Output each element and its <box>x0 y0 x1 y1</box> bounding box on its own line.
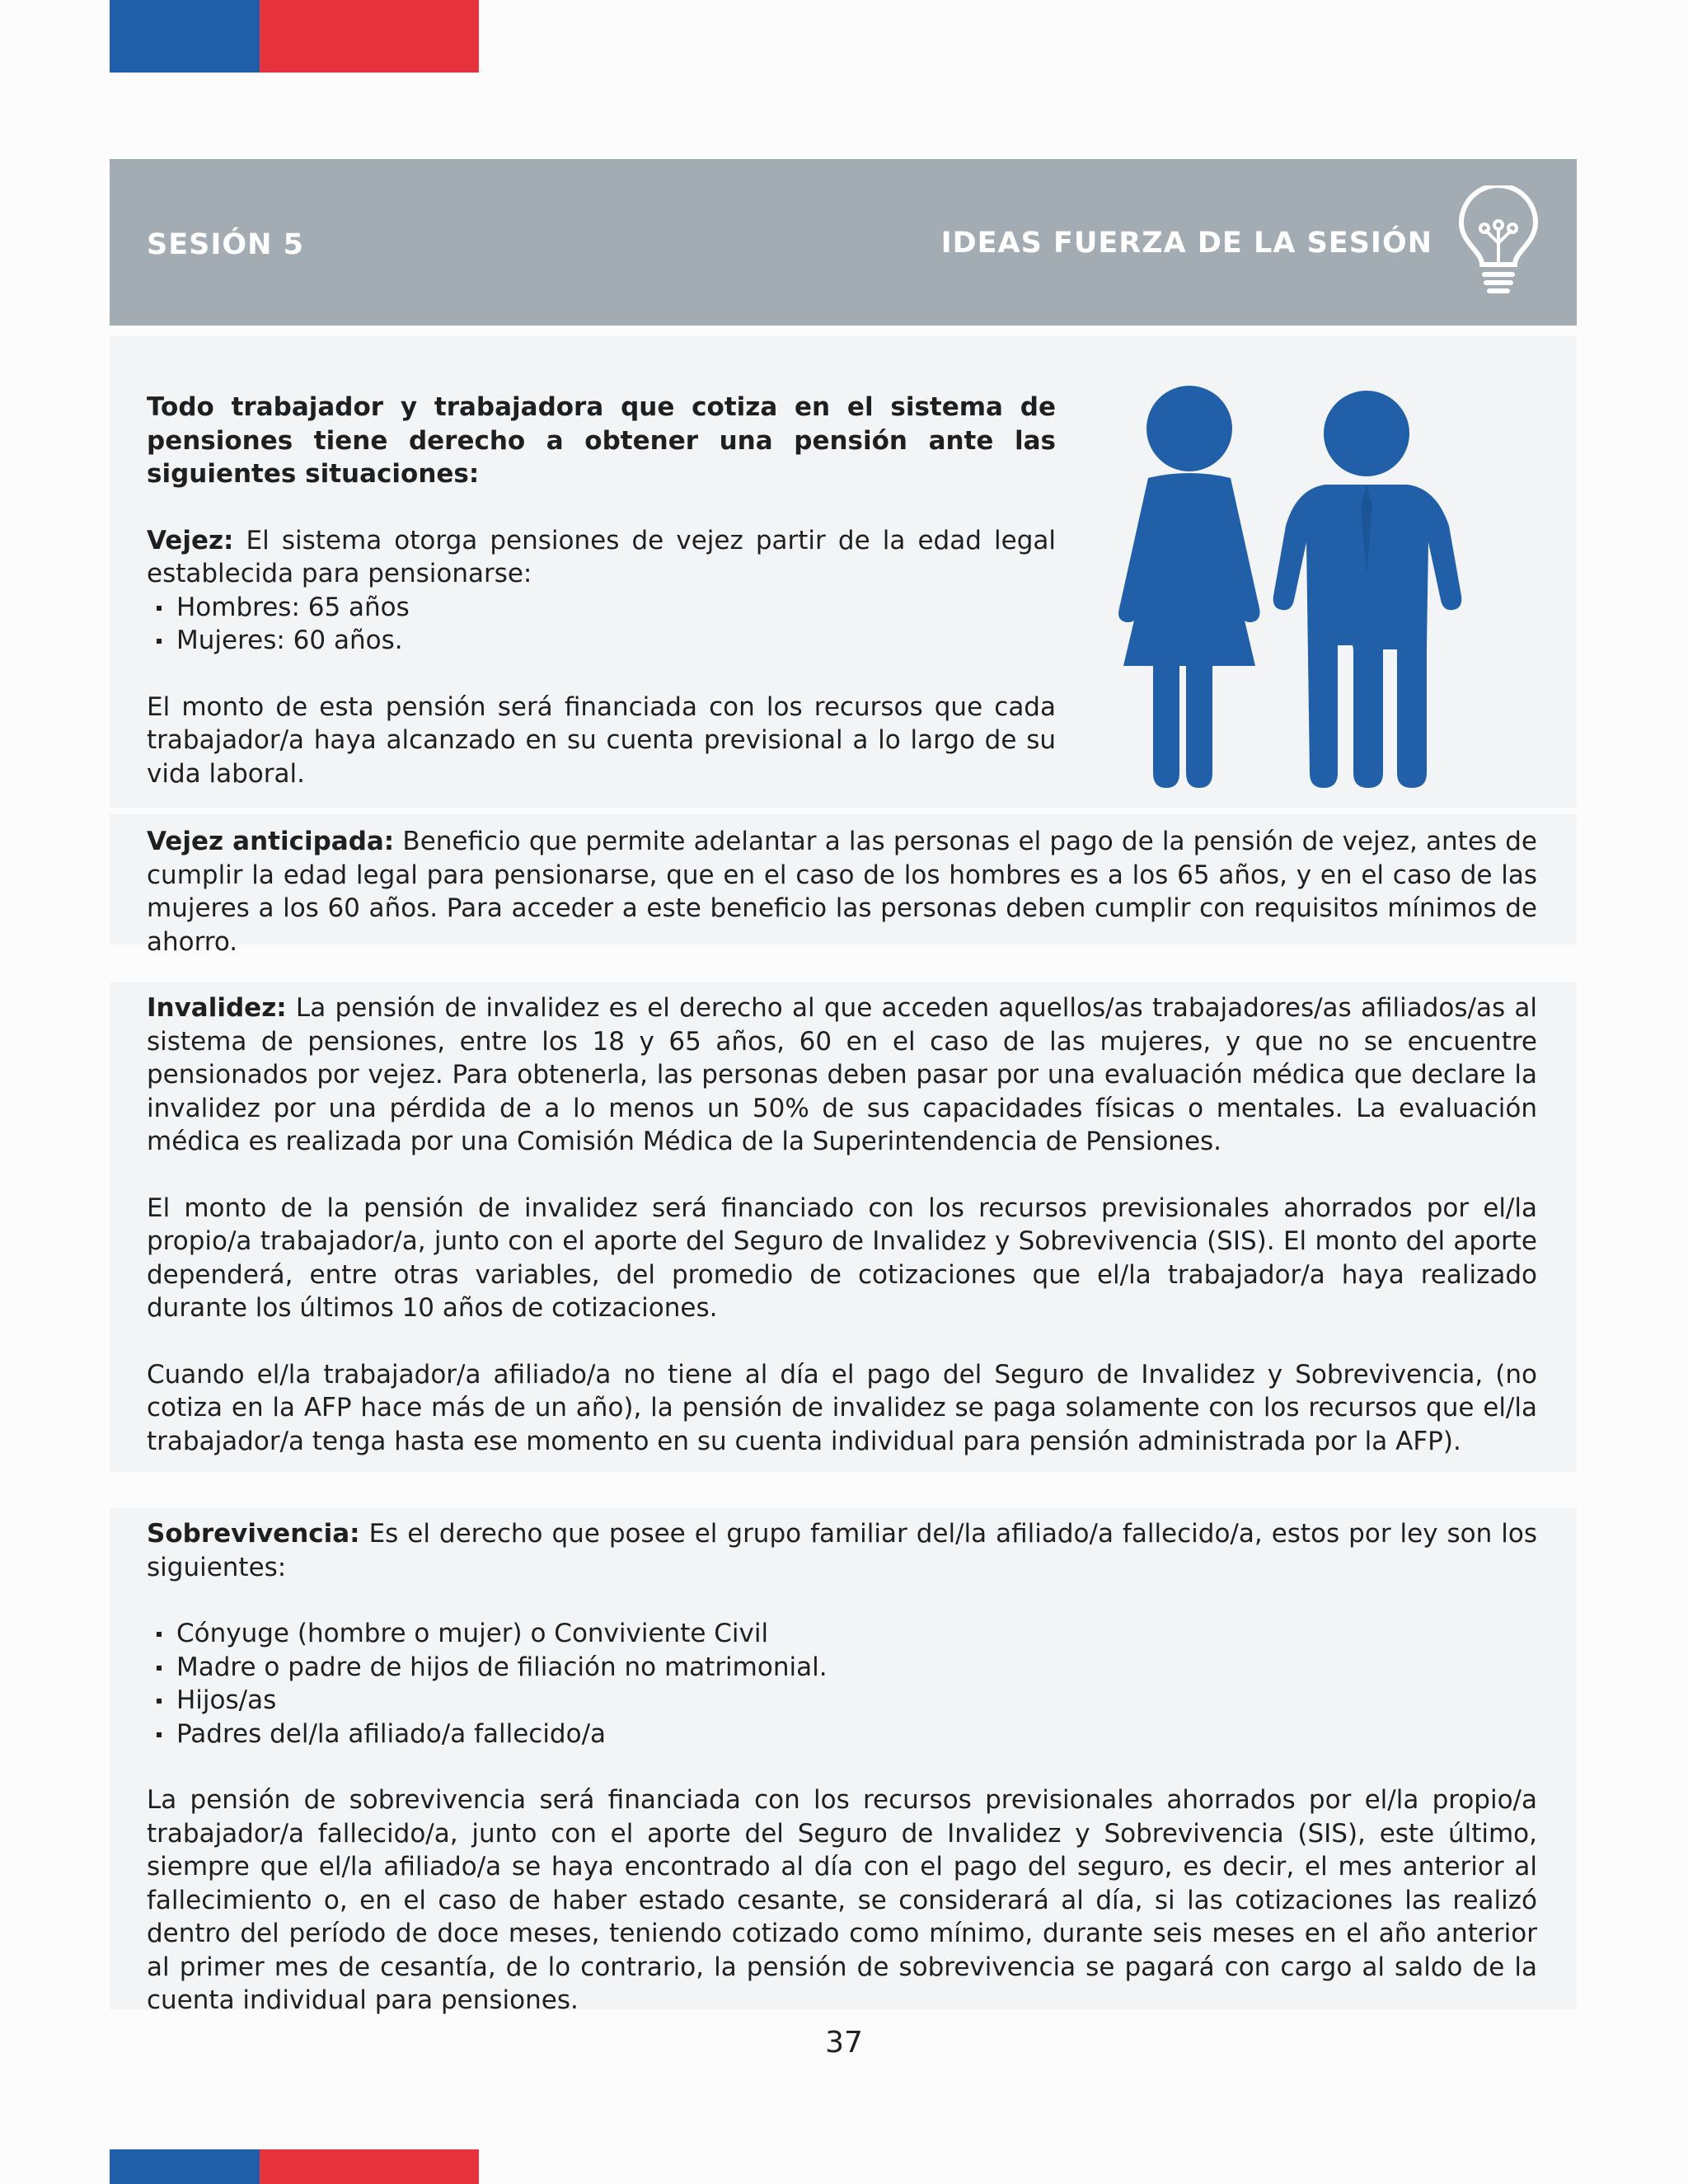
vejez-paragraph <box>147 524 1056 591</box>
session-header <box>110 159 1577 326</box>
anticipada-paragraph <box>147 825 1537 958</box>
invalidez-body: La pensión de invalidez es el derecho al que acceden aquellos/as trabajadores/as afiliados/as al sistema de pensiones, entre los 18 y 65 años, 60 en el caso de las mujeres, y que no se encuentre pensionados por vejez. Para obtenerla, las personas deben pasar por una evaluación médica que declare la invalidez por una pérdida de a lo menos un 50% de sus capacidades físicas o mentales. La evaluación médica es realizada por una Comisión Médica de la Superintendencia de Pensiones. <box>147 993 1537 1156</box>
sobrevivencia-paragraph <box>147 1517 1537 1584</box>
sobrevivencia-body: Es el derecho que posee el grupo familiar del/la afiliado/a fallecido/a, estos por ley son los siguientes: <box>147 1519 1537 1582</box>
woman-and-man-icon <box>1090 386 1470 790</box>
vejez-text: El sistema otorga pensiones de vejez partir de la edad legal establecida para pensionarse: <box>147 525 1056 588</box>
list-item: Madre o padre de hijos de filiación no matrimonial. <box>147 1651 1537 1685</box>
flag-blue-block <box>110 2149 260 2184</box>
monto-paragraph: El monto de esta pensión será financiada con los recursos que cada trabajador/a haya alcanzado en su cuenta previsional a lo largo de su vida laboral. <box>147 691 1056 789</box>
intro-lead: Todo trabajador y trabajadora que cotiza en el sistema de pensiones tiene derecho a obtener una pensión ante las siguientes situaciones: <box>147 392 1056 489</box>
invalidez-paragraph-2: El monto de la pensión de invalidez será financiado con los recursos previsionales ahorrados por el/la propio/a trabajador/a, junto con el aporte del Seguro de Invalidez y Sobrevivencia (SIS). El monto del aporte dependerá, entre otras variables, del promedio de cotizaciones que el/la trabajador/a haya realizado durante los últimos 10 años de cotizaciones. <box>147 1193 1537 1323</box>
vejez-list <box>147 591 1056 658</box>
list-item: Hombres: 65 años <box>147 591 1056 625</box>
beneficiaries-list <box>147 1617 1537 1750</box>
anticipada-term: Vejez anticipada: <box>147 827 395 856</box>
list-item: Mujeres: 60 años. <box>147 624 1056 658</box>
lightbulb-icon <box>1453 185 1544 301</box>
list-item: Cónyuge (hombre o mujer) o Conviviente Civil <box>147 1617 1537 1651</box>
intro-panel <box>110 336 1577 808</box>
invalidez-term: Invalidez: <box>147 993 287 1023</box>
anticipada-panel <box>110 814 1577 957</box>
list-item: Padres del/la afiliado/a fallecido/a <box>147 1718 1537 1751</box>
flag-blue-block <box>110 0 260 73</box>
anticipada-text <box>147 825 1537 958</box>
sobrevivencia-panel <box>110 1508 1577 2015</box>
sobrevivencia-paragraph-2: La pensión de sobrevivencia será financiada con los recursos previsionales ahorrados por el/la propio/a trabajador/a fallecido/a, junto con el aporte del Seguro de Invalidez y Sobrevivencia (SIS), este último, siempre que el/la afiliado/a se haya encontrado al día con el pago del seguro, es decir, el mes anterior al fallecimiento o, en el caso de haber estado cesante, se considerará al día, si las cotizaciones las realizó dentro del período de doce meses, teniendo cotizado como mínimo, durante seis meses en el año anterior al primer mes de cesantía, de lo contrario, la pensión de sobrevivencia se pagará con cargo al saldo de la cuenta individual para pensiones. <box>147 1785 1537 2015</box>
invalidez-paragraph <box>147 991 1537 1159</box>
invalidez-panel <box>110 982 1577 1472</box>
page-number: 37 <box>825 2026 863 2060</box>
intro-text <box>147 391 1056 790</box>
flag-red-block <box>260 2149 479 2184</box>
flag-red-block <box>260 0 479 73</box>
vejez-term: Vejez: <box>147 525 234 555</box>
ideas-label: IDEAS FUERZA DE LA SESIÓN <box>940 227 1432 260</box>
top-flag-bar <box>110 0 479 73</box>
bottom-flag-bar <box>110 2149 479 2184</box>
list-item: Hijos/as <box>147 1684 1537 1718</box>
sobrevivencia-term: Sobrevivencia: <box>147 1519 360 1549</box>
sobrevivencia-text <box>147 1517 1537 2018</box>
session-label: SESIÓN 5 <box>147 228 304 261</box>
anticipada-body: Beneficio que permite adelantar a las personas el pago de la pensión de vejez, antes de cumplir la edad legal para pensionarse, que en el caso de los hombres es a los 65 años, y en el caso de las mujeres a los 60 años. Para acceder a este beneficio las personas deben cumplir con requisitos mínimos de ahorro. <box>147 827 1538 957</box>
invalidez-paragraph-3: Cuando el/la trabajador/a afiliado/a no tiene al día el pago del Seguro de Invalidez y Sobrevivencia, (no cotiza en la AFP hace más de un año), la pensión de invalidez se paga solamente con los recursos que el/la trabajador/a tenga hasta ese momento en su cuenta individual para pensión administrada por la AFP). <box>147 1359 1537 1456</box>
invalidez-text <box>147 991 1537 1458</box>
